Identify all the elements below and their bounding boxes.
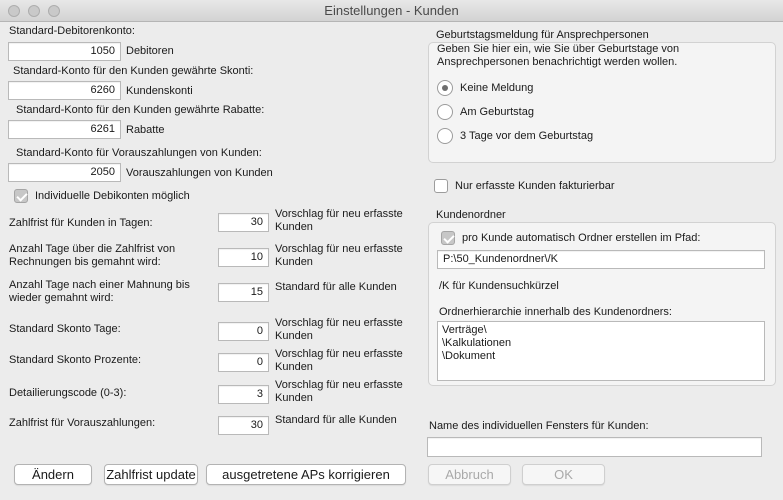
debitor-account-name: Debitoren <box>126 45 174 57</box>
auto-ordner-checkbox[interactable] <box>441 231 455 245</box>
setting-label-zahlfrist: Zahlfrist für Kunden in Tagen: <box>9 217 153 229</box>
window-title: Einstellungen - Kunden <box>324 3 459 18</box>
setting-note-mahn-tage: Vorschlag für neu erfasste Kunden <box>275 243 403 268</box>
skonti-account-name: Kundenskonti <box>126 85 193 97</box>
setting-label-vorauszahlungen: Zahlfrist für Vorauszahlungen: <box>9 417 156 429</box>
setting-label-skonto-tage: Standard Skonto Tage: <box>9 323 121 335</box>
rabatte-account-field[interactable]: 6261 <box>8 120 121 139</box>
radio-3-tage-vorher-label: 3 Tage vor dem Geburtstag <box>460 130 594 142</box>
setting-field-mahn-tage[interactable]: 10 <box>218 248 269 267</box>
individual-window-label: Name des individuellen Fensters für Kunden: <box>429 420 649 432</box>
kundenordner-hint: /K für Kundensuchkürzel <box>439 280 559 292</box>
individuelle-debikonten-checkbox[interactable] <box>14 189 28 203</box>
rabatte-account-label: Standard-Konto für den Kunden gewährte Rabatte: <box>16 104 265 116</box>
radio-keine-meldung-label: Keine Meldung <box>460 82 534 94</box>
hierarchy-textarea[interactable] <box>437 321 765 381</box>
hierarchy-line: \Kalkulationen <box>442 337 512 349</box>
rabatte-account-name: Rabatte <box>126 124 165 136</box>
individual-window-field[interactable] <box>427 437 762 457</box>
setting-note-vorauszahlungen: Standard für alle Kunden <box>275 414 397 426</box>
setting-field-detailierungscode[interactable]: 3 <box>218 385 269 404</box>
setting-note-zahlfrist: Vorschlag für neu erfasste Kunden <box>275 208 403 233</box>
kundenordner-path-field[interactable]: P:\50_Kundenordner\/K <box>437 250 765 269</box>
nur-erfasste-kunden-label: Nur erfasste Kunden fakturierbar <box>455 180 615 192</box>
zahlfrist-update-button[interactable]: Zahlfrist update <box>104 464 198 485</box>
ok-button[interactable]: OK <box>522 464 605 485</box>
setting-note-mahn-wiederholung: Standard für alle Kunden <box>275 281 397 293</box>
setting-label-skonto-prozente: Standard Skonto Prozente: <box>9 354 142 366</box>
radio-3-tage-vorher[interactable] <box>437 128 453 144</box>
abbruch-button[interactable]: Abbruch <box>428 464 511 485</box>
auto-ordner-label: pro Kunde automatisch Ordner erstellen im Pfad: <box>462 232 701 244</box>
voraus-account-field[interactable]: 2050 <box>8 163 121 182</box>
setting-field-mahn-wiederholung[interactable]: 15 <box>218 283 269 302</box>
hierarchy-label: Ordnerhierarchie innerhalb des Kundenordners: <box>439 306 672 318</box>
voraus-account-label: Standard-Konto für Vorauszahlungen von Kunden: <box>16 147 262 159</box>
setting-field-vorauszahlungen[interactable]: 30 <box>218 416 269 435</box>
setting-label-detailierungscode: Detailierungscode (0-3): <box>9 387 127 399</box>
setting-note-detailierungscode: Vorschlag für neu erfasste Kunden <box>275 379 403 404</box>
kundenordner-title: Kundenordner <box>436 209 506 221</box>
hierarchy-line: \Dokument <box>442 350 496 362</box>
individuelle-debikonten-label: Individuelle Debikonten möglich <box>35 190 190 202</box>
voraus-account-name: Vorauszahlungen von Kunden <box>126 167 273 179</box>
birthday-group-title: Geburtstagsmeldung für Ansprechpersonen <box>436 29 649 41</box>
aps-korrigieren-button[interactable]: ausgetretene APs korrigieren <box>206 464 406 485</box>
setting-field-skonto-prozente[interactable]: 0 <box>218 353 269 372</box>
title-bar <box>0 0 783 22</box>
setting-label-mahn-wiederholung: Anzahl Tage nach einer Mahnung bis wieder gemahnt wird: <box>9 279 190 304</box>
setting-field-skonto-tage[interactable]: 0 <box>218 322 269 341</box>
setting-label-mahn-tage: Anzahl Tage über die Zahlfrist von Rechnungen bis gemahnt wird: <box>9 243 176 268</box>
radio-keine-meldung[interactable] <box>437 80 453 96</box>
radio-am-geburtstag-label: Am Geburtstag <box>460 106 534 118</box>
aendern-button[interactable]: Ändern <box>14 464 92 485</box>
radio-am-geburtstag[interactable] <box>437 104 453 120</box>
setting-field-zahlfrist[interactable]: 30 <box>218 213 269 232</box>
debitor-account-field[interactable]: 1050 <box>8 42 121 61</box>
debitor-account-label: Standard-Debitorenkonto: <box>9 25 135 37</box>
nur-erfasste-kunden-checkbox[interactable] <box>434 179 448 193</box>
birthday-description: Geben Sie hier ein, wie Sie über Geburtstage von Ansprechpersonen benachrichtigt werden wollen. <box>437 43 680 68</box>
skonti-account-field[interactable]: 6260 <box>8 81 121 100</box>
skonti-account-label: Standard-Konto für den Kunden gewährte Skonti: <box>13 65 254 77</box>
hierarchy-line: Verträge\ <box>442 324 487 336</box>
setting-note-skonto-tage: Vorschlag für neu erfasste Kunden <box>275 317 403 342</box>
setting-note-skonto-prozente: Vorschlag für neu erfasste Kunden <box>275 348 403 373</box>
